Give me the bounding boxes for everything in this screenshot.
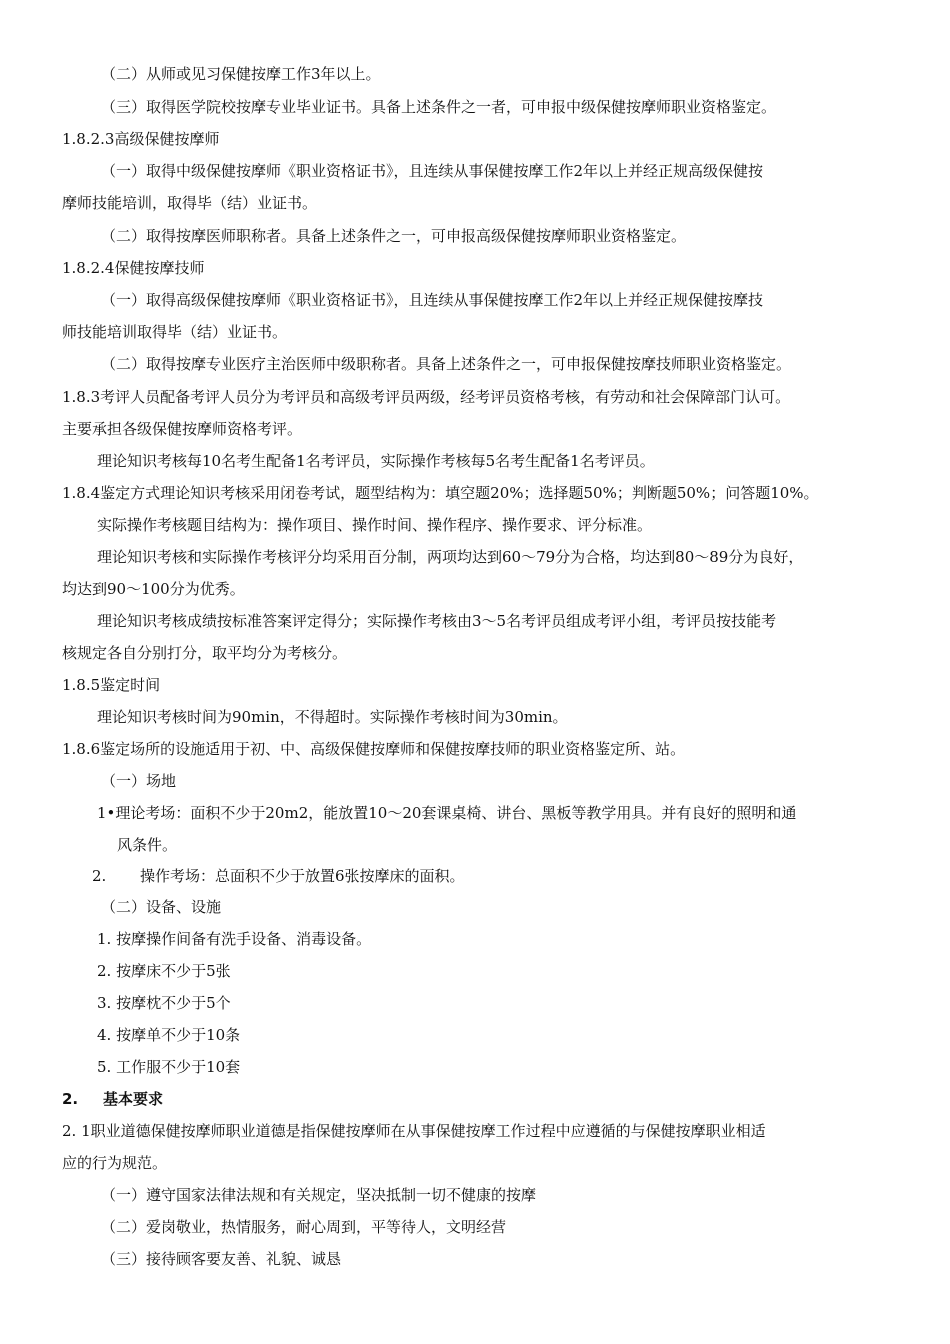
text-line: 主要承担各级保健按摩师资格考评。 — [62, 420, 303, 438]
text-line: 1.8.3考评人员配备考评人员分为考评员和高级考评员两级，经考评员资格考核，有劳动和社会保障部门认可。 — [62, 388, 791, 406]
text-line: 师技能培训取得毕（结）业证书。 — [62, 323, 288, 341]
text-line: 均达到90〜100分为优秀。 — [62, 580, 245, 598]
text-line: （二）设备、设施 — [101, 898, 222, 916]
chapter-number: 2. — [62, 1090, 79, 1108]
text-line: （一）取得中级保健按摩师《职业资格证书》，且连续从事保健按摩工作2年以上并经正规高级保健按 — [101, 162, 764, 180]
text-line: （三）取得医学院校按摩专业毕业证书。具备上述条件之一者，可申报中级保健按摩师职业资格鉴定。 — [101, 98, 777, 116]
text-line: （三）接待顾客要友善、礼貌、诚恳 — [101, 1250, 342, 1268]
text-line: （二）从师或见习保健按摩工作3年以上。 — [101, 65, 381, 83]
text-line: 理论知识考核每10名考生配备1名考评员，实际操作考核每5名考生配备1名考评员。 — [97, 452, 655, 470]
text-line: （二）取得按摩医师职称者。具备上述条件之一，可申报高级保健按摩师职业资格鉴定。 — [101, 227, 687, 245]
text-line: 1.8.6鉴定场所的设施适用于初、中、高级保健按摩师和保健按摩技师的职业资格鉴定所、站。 — [62, 740, 686, 758]
text-line: （一）遵守国家法律法规和有关规定，坚决抵制一切不健康的按摩 — [101, 1186, 537, 1204]
section-heading: 1.8.5鉴定时间 — [62, 676, 161, 694]
text-line: 核规定各自分别打分，取平均分为考核分。 — [62, 644, 348, 662]
list-item: 1. 按摩操作间备有洗手设备、消毒设备。 — [97, 930, 372, 948]
section-heading: 1.8.2.4保健按摩技师 — [62, 259, 205, 277]
text-line: 理论知识考核成绩按标准答案评定得分；实际操作考核由3〜5名考评员组成考评小组，考评员按技能考 — [97, 612, 777, 630]
text-line: 摩师技能培训，取得毕（结）业证书。 — [62, 194, 318, 212]
text-line: 风条件。 — [117, 836, 178, 854]
text-line: （一）场地 — [101, 772, 177, 790]
text-line: 应的行为规范。 — [62, 1154, 168, 1172]
text-line: 2. 1职业道德保健按摩师职业道德是指保健按摩师在从事保健按摩工作过程中应遵循的与保健按摩职业相适 — [62, 1122, 766, 1140]
list-number: 2. — [92, 867, 107, 885]
text-line: 实际操作考核题目结构为：操作项目、操作时间、操作程序、操作要求、评分标准。 — [97, 516, 653, 534]
list-item: 操作考场：总面积不少于放置6张按摩床的面积。 — [140, 867, 465, 885]
list-item: 3. 按摩枕不少于5个 — [97, 994, 231, 1012]
list-item: 5. 工作服不少于10套 — [97, 1058, 241, 1076]
section-heading: 1.8.2.3高级保健按摩师 — [62, 130, 220, 148]
list-item: 1•理论考场：面积不少于20m2，能放置10〜20套课桌椅、讲台、黑板等教学用具。并有良好的照明和通 — [97, 804, 797, 822]
list-item: 4. 按摩单不少于10条 — [97, 1026, 241, 1044]
text-line: 理论知识考核时间为90min，不得超时。实际操作考核时间为30min。 — [97, 708, 568, 726]
chapter-heading: 基本要求 — [103, 1090, 164, 1108]
text-line: （一）取得高级保健按摩师《职业资格证书》，且连续从事保健按摩工作2年以上并经正规保健按摩技 — [101, 291, 764, 309]
list-item: 2. 按摩床不少于5张 — [97, 962, 231, 980]
text-line: （二）爱岗敬业，热情服务，耐心周到，平等待人，文明经营 — [101, 1218, 507, 1236]
text-line: （二）取得按摩专业医疗主治医师中级职称者。具备上述条件之一，可申报保健按摩技师职业资格鉴定。 — [101, 355, 792, 373]
text-line: 1.8.4鉴定方式理论知识考核采用闭卷考试，题型结构为：填空题20%；选择题50%；判断题50%；问答题10%。 — [62, 484, 819, 502]
text-line: 理论知识考核和实际操作考核评分均采用百分制，两项均达到60〜79分为合格，均达到80〜89分为良好， — [97, 548, 804, 566]
